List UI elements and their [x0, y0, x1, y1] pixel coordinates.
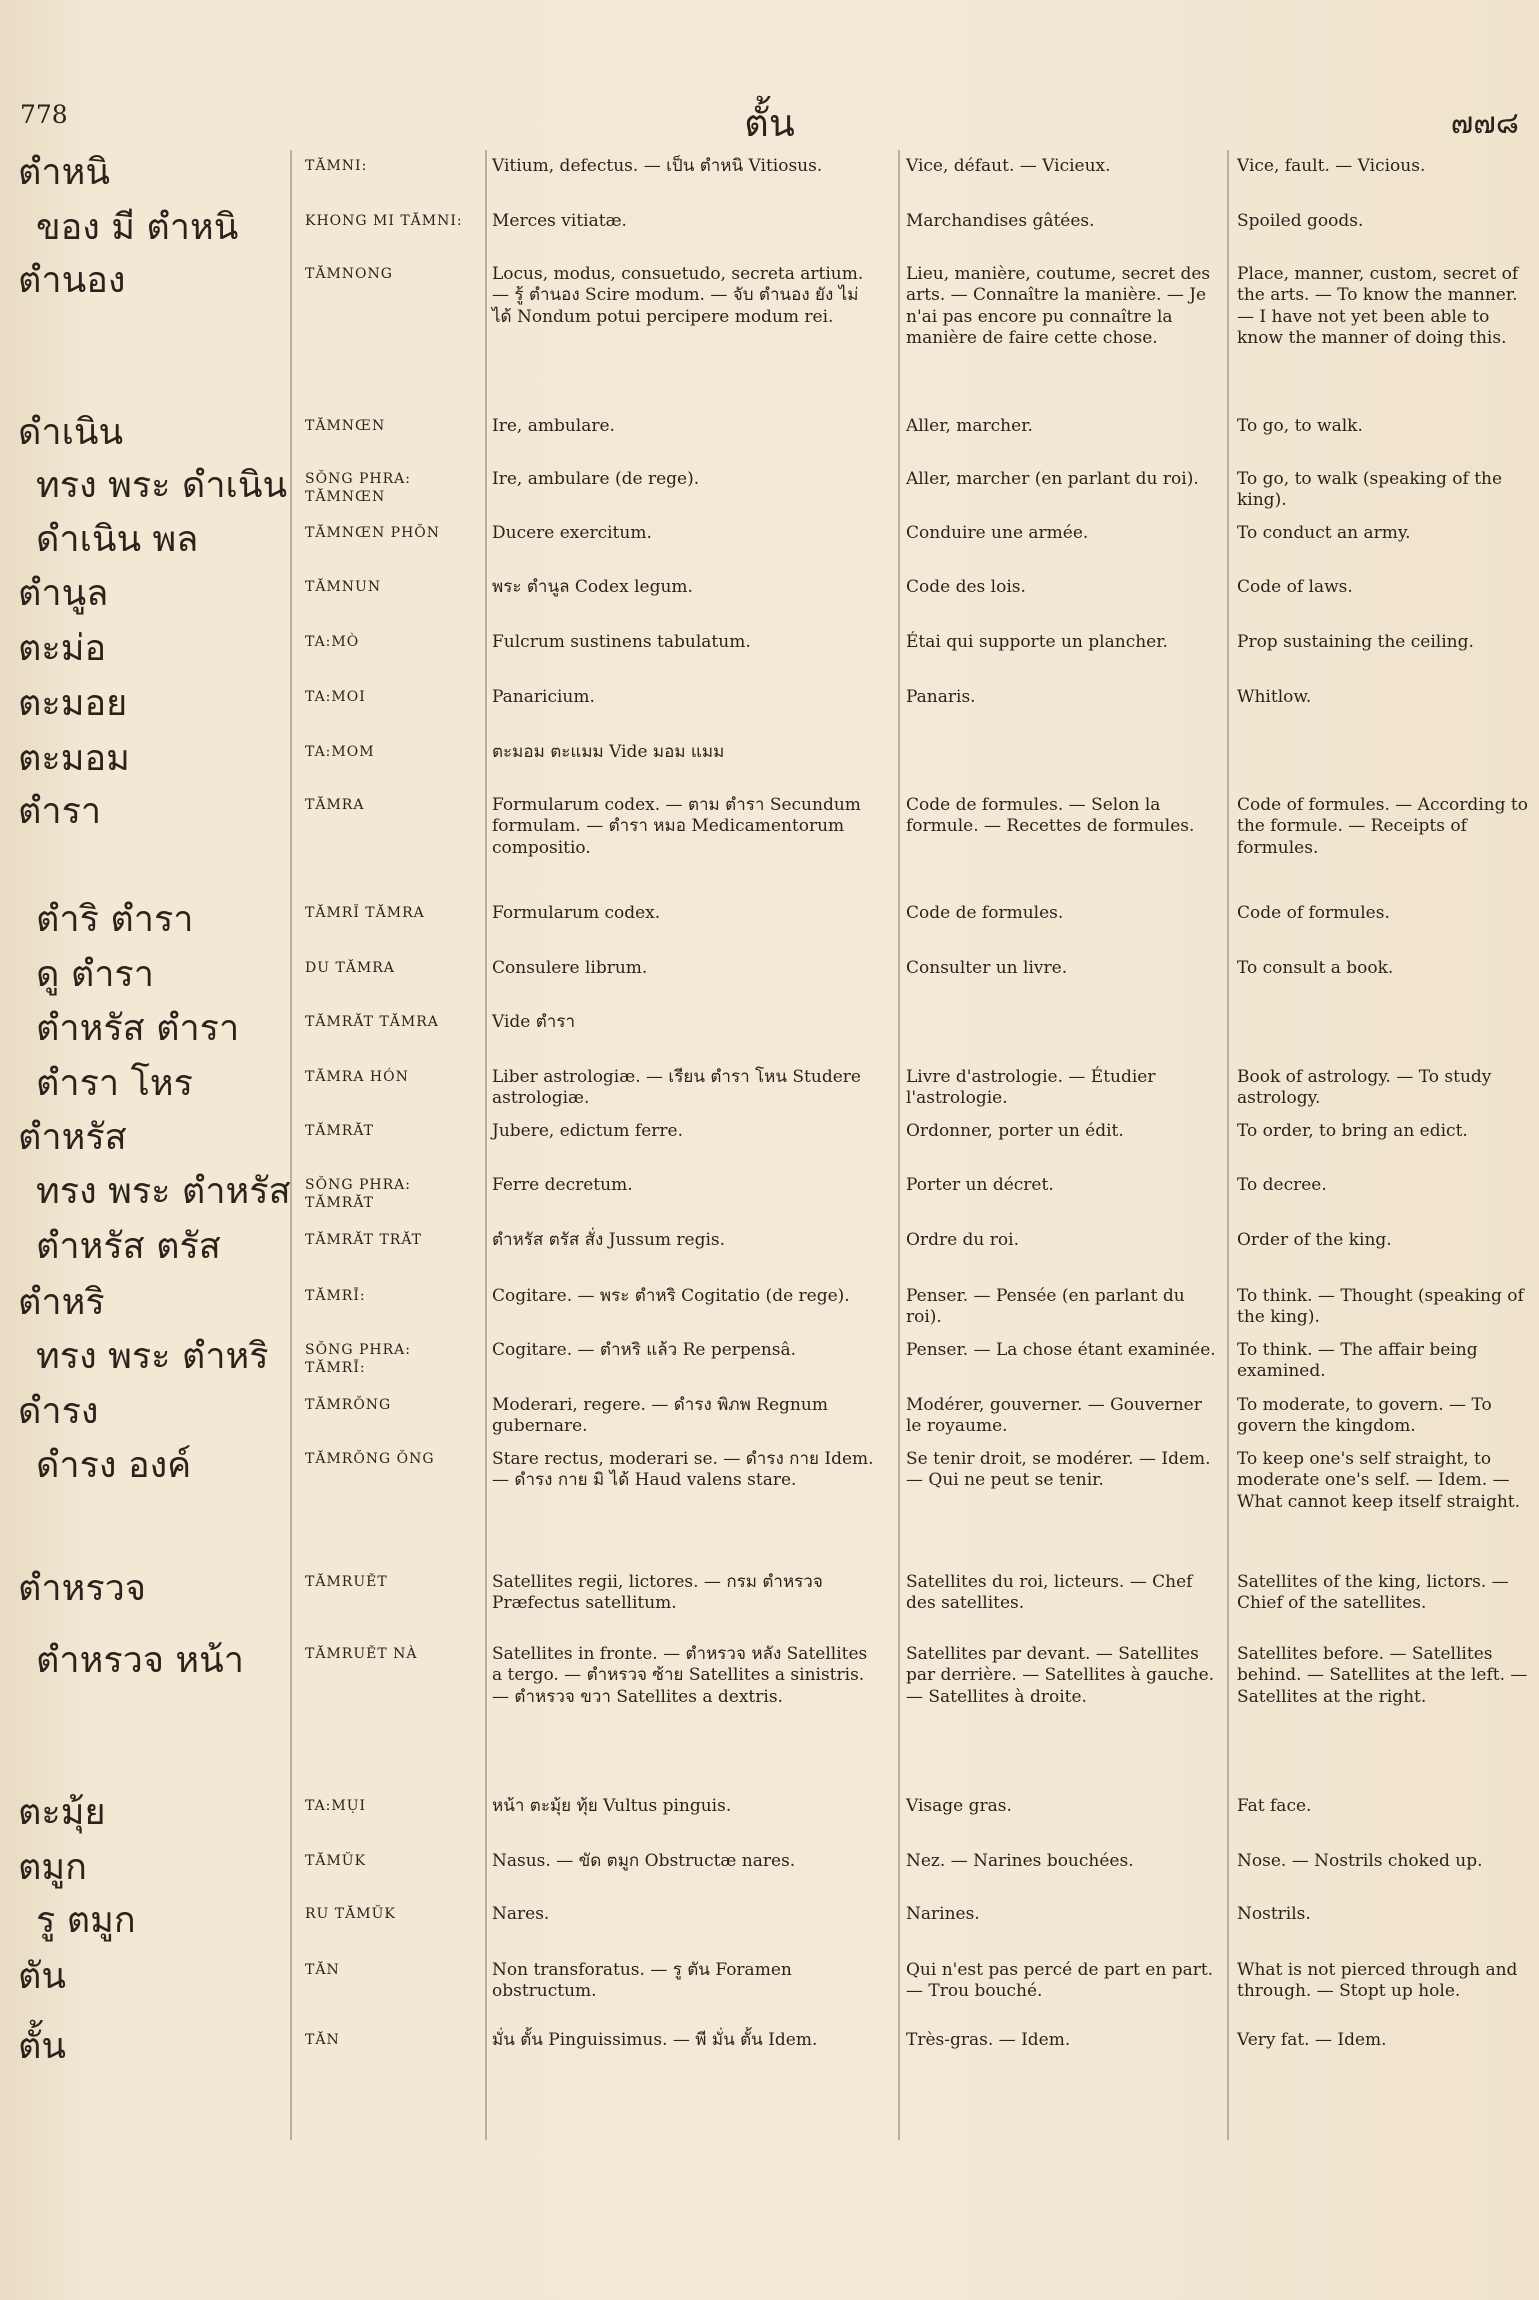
entry-latin: Merces vitiatæ.	[492, 211, 627, 231]
entry-french: Code de formules.	[906, 903, 1064, 923]
entry-latin: Ferre decretum.	[492, 1175, 633, 1195]
entry-headword: ดู ตำรา	[36, 954, 154, 995]
column-divider	[898, 150, 900, 2140]
entry-english: To order, to bring an edict.	[1237, 1121, 1468, 1141]
entry-latin: ตำหรัส ตรัส สั่ง Jussum regis.	[492, 1230, 726, 1250]
entry-latin: Non transforatus. — รู ตัน Foramen obstructum.	[492, 1960, 792, 2002]
entry-latin: Jubere, edictum ferre.	[492, 1121, 683, 1141]
entry-romanization: TĂMRA HÓN	[305, 1069, 409, 1085]
entry-headword: ตัน	[18, 1956, 66, 1997]
entry-french: Narines.	[906, 1904, 980, 1924]
entry-french: Livre d'astrologie. — Étudier l'astrologie.	[906, 1067, 1156, 1109]
entry-french: Aller, marcher (en parlant du roi).	[906, 469, 1199, 489]
entry-french: Étai qui supporte un plancher.	[906, 632, 1168, 652]
entry-french: Penser. — La chose étant examinée.	[906, 1340, 1216, 1360]
entry-headword: ตำหรัส	[18, 1117, 127, 1158]
entry-french: Consulter un livre.	[906, 958, 1068, 978]
entry-latin: พระ ตำนูล Codex legum.	[492, 577, 693, 597]
entry-latin: Stare rectus, moderari se. — ดำรง กาย Idem. — ดำรง กาย มิ ได้ Haud valens stare.	[492, 1449, 874, 1491]
entry-english: What is not pierced through and through. — Stopt up hole.	[1237, 1960, 1518, 2002]
entry-romanization: TĂMNŒN PHŎN	[305, 525, 441, 541]
entry-headword: ทรง พระ ตำหริ	[36, 1336, 269, 1377]
entry-french: Ordonner, porter un édit.	[906, 1121, 1124, 1141]
entry-french: Porter un décret.	[906, 1175, 1054, 1195]
entry-french: Aller, marcher.	[906, 416, 1033, 436]
entry-romanization: TĂMRĬ TĂMRA	[305, 905, 425, 921]
entry-romanization: TA:MỤI	[305, 1798, 367, 1814]
column-divider	[485, 150, 487, 2140]
entry-romanization: TĂMRĂT	[305, 1123, 375, 1139]
entry-romanization: TĂMRĂT TĂMRA	[305, 1014, 439, 1030]
entry-french: Code des lois.	[906, 577, 1026, 597]
entry-english: Nostrils.	[1237, 1904, 1311, 1924]
entry-headword: ดำรง	[18, 1391, 99, 1432]
entry-french: Très-gras. — Idem.	[906, 2030, 1071, 2050]
entry-latin: Vitium, defectus. — เป็น ตำหนิ Vitiosus.	[492, 156, 823, 176]
entry-french: Modérer, gouverner. — Gouverner le royaume.	[906, 1395, 1202, 1437]
entry-romanization: TĂN	[305, 1962, 340, 1978]
page-headword: ตั้น	[744, 101, 795, 145]
entry-latin: Ducere exercitum.	[492, 523, 652, 543]
entry-latin: Formularum codex. — ตาม ตำรา Secundum formulam. — ตำรา หมอ Medicamentorum compositio.	[492, 795, 861, 858]
entry-latin: Locus, modus, consuetudo, secreta artium. — รู้ ตำนอง Scire modum. — จับ ตำนอง ยัง ไม่ ได้ Nondum potui percipere modum rei.	[492, 264, 864, 327]
entry-headword: ตั้น	[18, 2026, 66, 2067]
entry-english: To go, to walk (speaking of the king).	[1237, 469, 1503, 511]
entry-headword: ตะม่อ	[18, 628, 107, 669]
entry-romanization: TĂN	[305, 2032, 340, 2048]
entry-headword: ดำรง องค์	[36, 1445, 192, 1486]
entry-romanization: TA:MOI	[305, 689, 366, 705]
entry-english: To conduct an army.	[1237, 523, 1411, 543]
entry-headword: ตมูก	[18, 1847, 87, 1888]
entry-english: Spoiled goods.	[1237, 211, 1364, 231]
entry-headword: ตะมุ้ย	[18, 1792, 106, 1833]
entry-english: Fat face.	[1237, 1796, 1312, 1816]
entry-latin: Consulere librum.	[492, 958, 648, 978]
entry-english: Code of formules.	[1237, 903, 1390, 923]
entry-french: Conduire une armée.	[906, 523, 1089, 543]
entry-latin: Moderari, regere. — ดำรง พิภพ Regnum gubernare.	[492, 1395, 828, 1437]
entry-headword: รู ตมูก	[36, 1900, 136, 1941]
entry-latin: Ire, ambulare (de rege).	[492, 469, 700, 489]
entry-english: Code of formules. — According to the formule. — Receipts of formules.	[1237, 795, 1528, 858]
entry-headword: ตำรา โหร	[36, 1063, 193, 1104]
entry-english: Nose. — Nostrils choked up.	[1237, 1851, 1483, 1871]
entry-french: Visage gras.	[906, 1796, 1012, 1816]
entry-english: Very fat. — Idem.	[1237, 2030, 1387, 2050]
entry-english: Whitlow.	[1237, 687, 1312, 707]
entry-english: To decree.	[1237, 1175, 1327, 1195]
entry-latin: Vide ตำรา	[492, 1012, 576, 1032]
entry-english: To consult a book.	[1237, 958, 1394, 978]
entry-latin: Cogitare. — พระ ตำหริ Cogitatio (de rege).	[492, 1286, 850, 1306]
entry-romanization: TA:MOM	[305, 744, 375, 760]
entry-latin: Nasus. — ขัด ตมูก Obstructæ nares.	[492, 1851, 796, 1871]
entry-headword: ทรง พระ ตำหรัส	[36, 1171, 291, 1212]
entry-french: Marchandises gâtées.	[906, 211, 1095, 231]
entry-french: Lieu, manière, coutume, secret des arts. — Connaître la manière. — Je n'ai pas encore pu connaître la manière de faire cette chose.	[906, 264, 1211, 348]
entry-romanization: TĂMNI:	[305, 158, 368, 174]
entry-headword: ตำรา	[18, 791, 102, 832]
entry-latin: มั่น ตั้น Pinguissimus. — พี มั่น ตั้น Idem.	[492, 2030, 818, 2050]
entry-romanization: TĂMNUN	[305, 579, 382, 595]
entry-romanization: TĂMRUĚT NÀ	[305, 1646, 418, 1662]
entry-romanization: KHONG MI TĂMNI:	[305, 213, 463, 229]
entry-headword: ตำหริ	[18, 1282, 105, 1323]
entry-romanization: TĂMRĪ:	[305, 1288, 366, 1304]
entry-english: Order of the king.	[1237, 1230, 1392, 1250]
entry-english: Prop sustaining the ceiling.	[1237, 632, 1474, 652]
entry-headword: ตำหรวจ หน้า	[36, 1640, 244, 1681]
entry-headword: ตำหรวจ	[18, 1568, 146, 1609]
entry-french: Panaris.	[906, 687, 976, 707]
entry-romanization: TĂMRŎNG ŎNG	[305, 1451, 435, 1467]
entry-headword: ตะมอม	[18, 738, 130, 779]
entry-headword: ตำหรัส ตำรา	[36, 1008, 240, 1049]
entry-latin: Fulcrum sustinens tabulatum.	[492, 632, 751, 652]
entry-romanization: SŎNG PHRA: TĂMRĪ:	[305, 1342, 411, 1376]
entry-headword: ตำนอง	[18, 260, 126, 301]
entry-french: Qui n'est pas percé de part en part. — Trou bouché.	[906, 1960, 1214, 2002]
entry-headword: ดำเนิน พล	[36, 519, 199, 560]
entry-english: Satellites before. — Satellites behind. — Satellites at the left. — Satellites at the right.	[1237, 1644, 1528, 1707]
entry-romanization: DU TĂMRA	[305, 960, 395, 976]
entry-headword: ตำนูล	[18, 573, 109, 614]
entry-english: To keep one's self straight, to moderate one's self. — Idem. — What cannot keep itself straight.	[1237, 1449, 1521, 1512]
entry-latin: หน้า ตะมุ้ย ทุ้ย Vultus pinguis.	[492, 1796, 732, 1816]
entry-headword: ตะมอย	[18, 683, 128, 724]
entry-romanization: SŎNG PHRA: TĂMNŒN	[305, 471, 411, 505]
entry-romanization: TĂMRA	[305, 797, 365, 813]
entry-romanization: TĂMNONG	[305, 266, 393, 282]
column-divider	[1227, 150, 1229, 2140]
entry-headword: ดำเนิน	[18, 412, 124, 453]
column-divider	[290, 150, 292, 2140]
entry-romanization: TĂMŬK	[305, 1853, 367, 1869]
entry-romanization: TA:MÒ	[305, 634, 360, 650]
entry-french: Penser. — Pensée (en parlant du roi).	[906, 1286, 1185, 1328]
entry-latin: Satellites in fronte. — ตำหรวจ หลัง Satellites a tergo. — ตำหรวจ ซ้าย Satellites a sinistris. — ตำหรวจ ขวา Satellites a dextris.	[492, 1644, 868, 1707]
page-number-arabic: 778	[20, 100, 68, 129]
entry-headword: ของ มี ตำหนิ	[36, 207, 239, 248]
page-number-thai: ๗๗๘	[1450, 106, 1519, 141]
entry-french: Satellites par devant. — Satellites par derrière. — Satellites à gauche. — Satellites à droite.	[906, 1644, 1215, 1707]
entry-latin: Ire, ambulare.	[492, 416, 615, 436]
entry-english: To think. — The affair being examined.	[1237, 1340, 1478, 1382]
entry-english: To think. — Thought (speaking of the king).	[1237, 1286, 1524, 1328]
entry-headword: ทรง พระ ดำเนิน	[36, 465, 288, 506]
entry-headword: ตำริ ตำรา	[36, 899, 194, 940]
entry-latin: Panaricium.	[492, 687, 595, 707]
entry-latin: Formularum codex.	[492, 903, 661, 923]
entry-headword: ตำหรัส ตรัส	[36, 1226, 221, 1267]
entry-french: Nez. — Narines bouchées.	[906, 1851, 1134, 1871]
entry-headword: ตำหนิ	[18, 152, 110, 193]
entry-romanization: SŎNG PHRA: TĂMRĂT	[305, 1177, 411, 1211]
entry-latin: ตะมอม ตะแมม Vide มอม แมม	[492, 742, 725, 762]
entry-romanization: RU TĂMŬK	[305, 1906, 396, 1922]
entry-english: To moderate, to govern. — To govern the kingdom.	[1237, 1395, 1492, 1437]
entry-latin: Satellites regii, lictores. — กรม ตำหรวจ Præfectus satellitum.	[492, 1572, 823, 1614]
entry-english: Code of laws.	[1237, 577, 1353, 597]
entry-english: Satellites of the king, lictors. — Chief of the satellites.	[1237, 1572, 1509, 1614]
entry-romanization: TĂMRUĚT	[305, 1574, 388, 1590]
entry-latin: Nares.	[492, 1904, 550, 1924]
entry-latin: Cogitare. — ตำหริ แล้ว Re perpensâ.	[492, 1340, 797, 1360]
entry-romanization: TĂMRĂT TRĂT	[305, 1232, 423, 1248]
entry-french: Se tenir droit, se modérer. — Idem. — Qui ne peut se tenir.	[906, 1449, 1211, 1491]
entry-english: Place, manner, custom, secret of the arts. — To know the manner. — I have not yet been able to know the manner of doing this.	[1237, 264, 1519, 348]
entry-romanization: TĂMNŒN	[305, 418, 386, 434]
entry-english: To go, to walk.	[1237, 416, 1363, 436]
entry-french: Code de formules. — Selon la formule. — Recettes de formules.	[906, 795, 1195, 837]
entry-french: Ordre du roi.	[906, 1230, 1019, 1250]
entry-french: Vice, défaut. — Vicieux.	[906, 156, 1111, 176]
entry-english: Book of astrology. — To study astrology.	[1237, 1067, 1492, 1109]
entry-french: Satellites du roi, licteurs. — Chef des satellites.	[906, 1572, 1193, 1614]
entry-english: Vice, fault. — Vicious.	[1237, 156, 1426, 176]
entry-latin: Liber astrologiæ. — เรียน ตำรา โหน Studere astrologiæ.	[492, 1067, 861, 1109]
entry-romanization: TĂMRŎNG	[305, 1397, 392, 1413]
